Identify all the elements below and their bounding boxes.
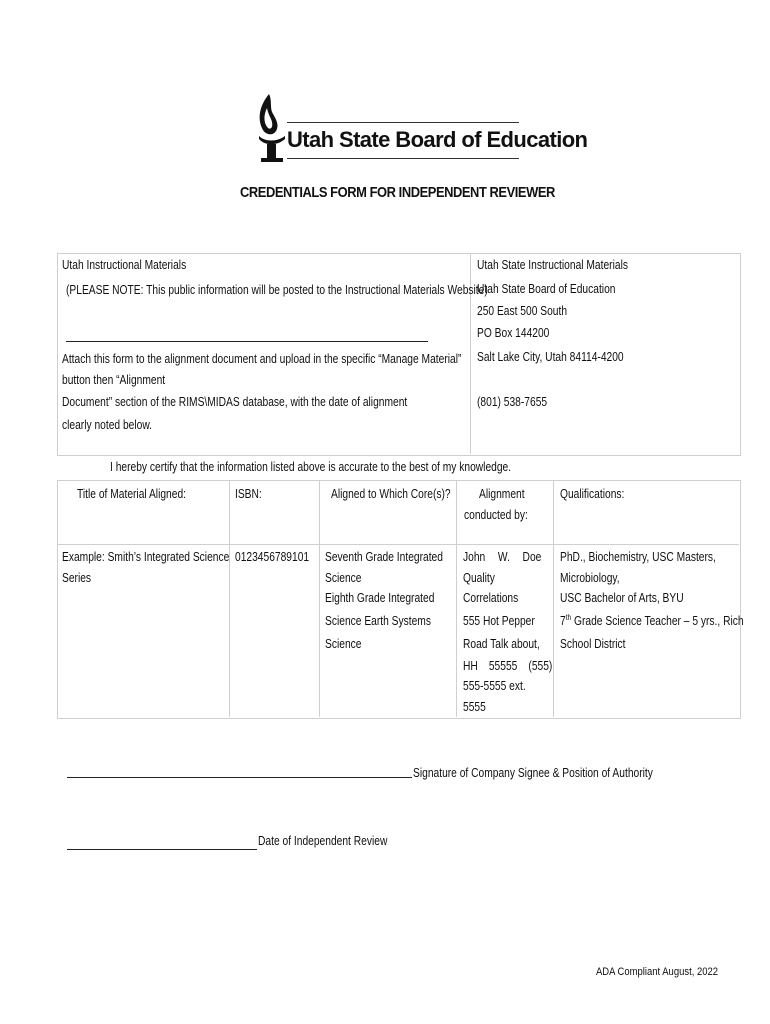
example-core-4: Science Earth Systems [325,614,431,628]
header-qualifications: Qualifications: [560,487,625,501]
header-isbn: ISBN: [235,487,262,501]
example-title-1: Example: Smith’s Integrated Science [62,550,230,564]
example-conducted-8: 5555 [463,700,486,714]
example-qual-1: PhD., Biochemistry, USC Masters, [560,550,716,564]
address-line-4: PO Box 144200 [477,326,550,340]
usbe-logo-icon [255,92,289,164]
col-divider [319,480,320,717]
signature-line[interactable] [67,777,412,778]
example-conducted-1: John W. Doe [463,550,542,564]
date-line[interactable] [67,849,257,850]
example-core-3: Eighth Grade Integrated [325,591,435,605]
instruction-line-4: clearly noted below. [62,418,153,432]
example-conducted-6: HH 55555 (555) [463,659,553,673]
example-conducted-7: 555-5555 ext. [463,679,526,693]
example-title-2: Series [62,571,92,585]
instruction-line-3: Document” section of the RIMS\MIDAS database, with the date of alignment [62,395,408,409]
example-conducted-3: Correlations [463,591,519,605]
address-line-5: Salt Lake City, Utah 84114-4200 [477,350,624,364]
example-core-1: Seventh Grade Integrated [325,550,443,564]
public-note: (PLEASE NOTE: This public information will be posted to the Instructional Materials Website) [66,283,488,297]
certification-statement: I hereby certify that the information listed above is accurate to the best of my knowledge. [110,460,512,474]
example-conducted-4: 555 Hot Pepper [463,614,535,628]
example-isbn: 0123456789101 [235,550,310,564]
form-title: CREDENTIALS FORM FOR INDEPENDENT REVIEWER [240,184,555,201]
instruction-line-2: button then “Alignment [62,373,166,387]
material-name-line[interactable] [66,341,428,342]
header-conducted-by-1: Alignment [479,487,525,501]
address-line-2: Utah State Board of Education [477,282,616,296]
col-divider [229,480,230,717]
header-conducted-by-2: conducted by: [464,508,528,522]
ada-footer: ADA Compliant August, 2022 [596,966,719,978]
header-cores: Aligned to Which Core(s)? [331,487,451,501]
header-title: Title of Material Aligned: [77,487,187,501]
example-qual-3: USC Bachelor of Arts, BYU [560,591,684,605]
example-conducted-5: Road Talk about, [463,637,540,651]
example-qual-4: 7th Grade Science Teacher – 5 yrs., Rich [560,612,744,628]
header-row-divider [57,544,739,545]
date-label: Date of Independent Review [258,834,388,848]
address-line-3: 250 East 500 South [477,304,568,318]
phone: (801) 538-7655 [477,395,548,409]
col-divider [456,480,457,717]
example-qual-5: School District [560,637,626,651]
org-name: Utah State Board of Education [287,127,588,152]
signature-label: Signature of Company Signee & Position of Authority [413,766,653,780]
left-label: Utah Instructional Materials [62,258,187,272]
col-divider [553,480,554,717]
logo-rule-bottom [287,158,519,159]
example-core-2: Science [325,571,362,585]
example-core-5: Science [325,637,362,651]
example-qual-2: Microbiology, [560,571,620,585]
address-line-1: Utah State Instructional Materials [477,258,628,272]
instruction-line-1: Attach this form to the alignment document and upload in the specific “Manage Material” [62,352,462,366]
example-conducted-2: Quality [463,571,495,585]
logo-rule-top [287,122,519,123]
